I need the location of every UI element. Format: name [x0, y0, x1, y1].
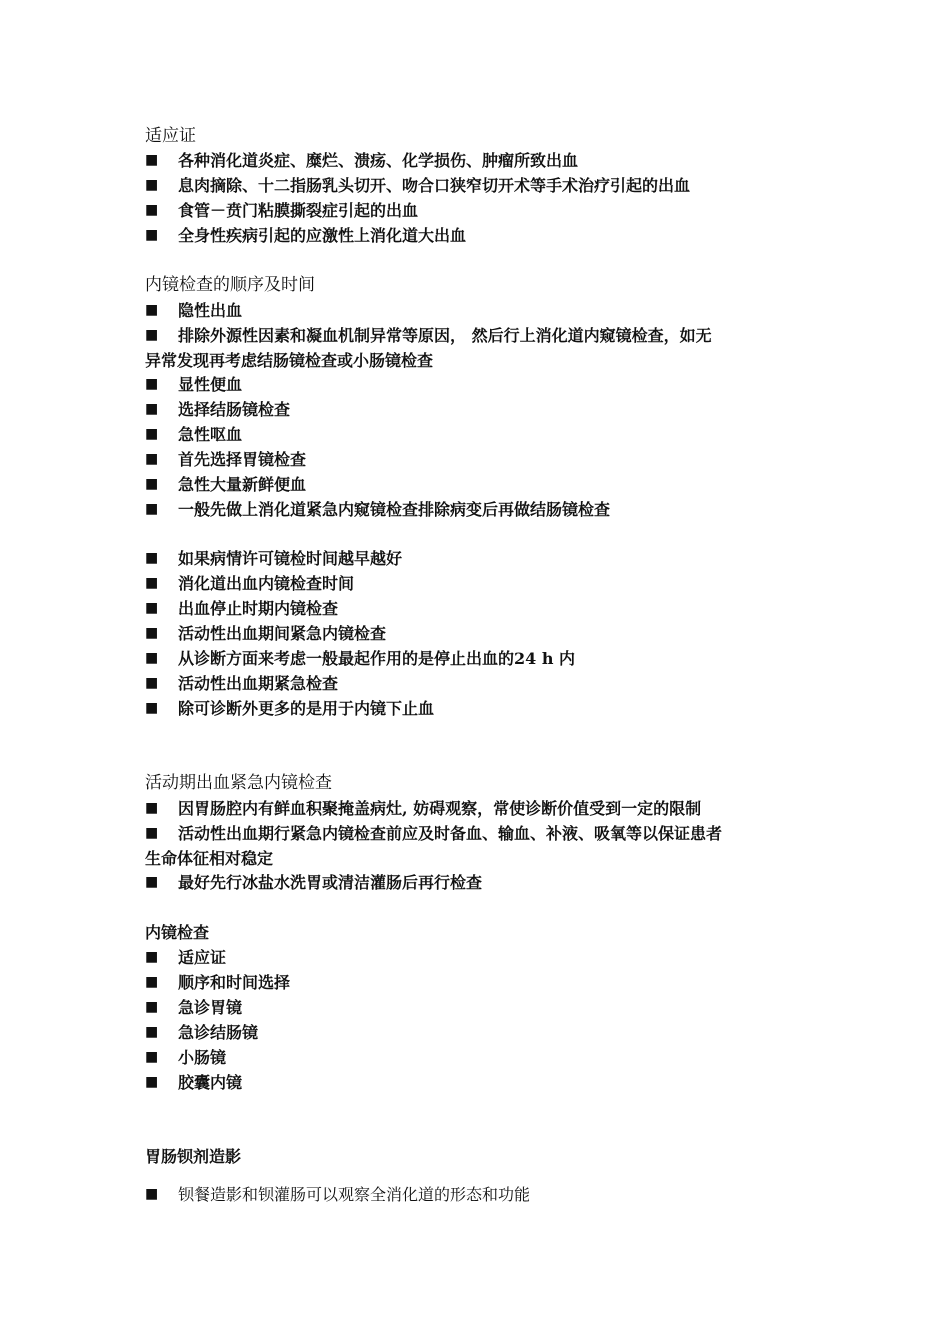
bullet-icon: ■ [145, 999, 159, 1015]
bullet-icon: ■ [145, 451, 159, 467]
list-item: 选择结肠镜检查 [178, 400, 291, 419]
list-item: 适应证 [178, 948, 227, 967]
list-item: 出血停止时期内镜检查 [178, 599, 339, 618]
bullet-icon: ■ [145, 600, 159, 616]
section-heading-endoscopy: 内镜检查 [145, 923, 210, 942]
list-item: 息肉摘除、十二指肠乳头切开、吻合口狭窄切开术等手术治疗引起的出血 [178, 176, 691, 195]
section-heading-indications: 适应证 [145, 126, 196, 146]
bullet-icon: ■ [145, 625, 159, 641]
list-item: 消化道出血内镜检查时间 [178, 574, 355, 593]
list-item: 各种消化道炎症、糜烂、溃疡、化学损伤、肿瘤所致出血 [178, 151, 579, 170]
bullet-icon: ■ [145, 202, 159, 218]
bullet-icon: ■ [145, 327, 159, 343]
list-item: 从诊断方面来考虑一般最起作用的是停止出血的24 h 内 [178, 649, 576, 668]
bullet-icon: ■ [145, 575, 159, 591]
bullet-icon: ■ [145, 650, 159, 666]
list-item: 活动性出血期紧急检查 [178, 674, 339, 693]
bullet-icon: ■ [145, 177, 159, 193]
bullet-icon: ■ [145, 376, 159, 392]
list-item: 顺序和时间选择 [178, 973, 291, 992]
list-item: 急诊结肠镜 [178, 1023, 259, 1042]
bullet-icon: ■ [145, 1186, 159, 1202]
bullet-icon: ■ [145, 152, 159, 168]
list-item: 除可诊断外更多的是用于内镜下止血 [178, 699, 435, 718]
list-item: 食管－贲门粘膜撕裂症引起的出血 [178, 201, 419, 220]
bullet-icon: ■ [145, 1074, 159, 1090]
list-item: 因胃肠腔内有鲜血积聚掩盖病灶, 妨碍观察，常使诊断价值受到一定的限制 [178, 799, 702, 818]
bullet-icon: ■ [145, 949, 159, 965]
list-item: 小肠镜 [178, 1048, 227, 1067]
list-item: 隐性出血 [178, 301, 243, 320]
bullet-icon: ■ [145, 501, 159, 517]
bullet-icon: ■ [145, 1024, 159, 1040]
bullet-icon: ■ [145, 426, 159, 442]
list-item: 活动性出血期行紧急内镜检查前应及时备血、输血、补液、吸氧等以保证患者 [178, 824, 723, 843]
bullet-icon: ■ [145, 401, 159, 417]
section-heading-barium-contrast: 胃肠钡剂造影 [145, 1147, 242, 1166]
list-item: 一般先做上消化道紧急内窥镜检查排除病变后再做结肠镜检查 [178, 500, 611, 519]
bullet-icon: ■ [145, 302, 159, 318]
list-item: 胶囊内镜 [178, 1073, 243, 1092]
list-item: 首先选择胃镜检查 [178, 450, 307, 469]
list-item: 急诊胃镜 [178, 998, 243, 1017]
list-item: 钡餐造影和钡灌肠可以观察全消化道的形态和功能 [178, 1185, 531, 1204]
section-heading-sequence-timing: 内镜检查的顺序及时间 [145, 275, 315, 295]
section-heading-active-bleeding: 活动期出血紧急内镜检查 [145, 773, 332, 793]
bullet-icon: ■ [145, 825, 159, 841]
bullet-icon: ■ [145, 476, 159, 492]
list-item: 全身性疾病引起的应激性上消化道大出血 [178, 226, 467, 245]
bullet-icon: ■ [145, 974, 159, 990]
bullet-icon: ■ [145, 675, 159, 691]
bullet-icon: ■ [145, 800, 159, 816]
list-item: 活动性出血期间紧急内镜检查 [178, 624, 387, 643]
list-item-continuation: 异常发现再考虑结肠镜检查或小肠镜检查 [145, 351, 434, 370]
list-item: 最好先行冰盐水洗胃或清洁灌肠后再行检查 [178, 873, 483, 892]
bullet-icon: ■ [145, 700, 159, 716]
list-item-continuation: 生命体征相对稳定 [145, 849, 274, 868]
bullet-icon: ■ [145, 1049, 159, 1065]
bullet-icon: ■ [145, 227, 159, 243]
list-item: 急性大量新鲜便血 [178, 475, 307, 494]
list-item: 急性呕血 [178, 425, 243, 444]
list-item: 显性便血 [178, 375, 243, 394]
bullet-icon: ■ [145, 874, 159, 890]
list-item: 如果病情许可镜检时间越早越好 [178, 549, 403, 568]
bullet-icon: ■ [145, 550, 159, 566]
list-item: 排除外源性因素和凝血机制异常等原因， 然后行上消化道内窥镜检查，如无 [178, 326, 712, 345]
